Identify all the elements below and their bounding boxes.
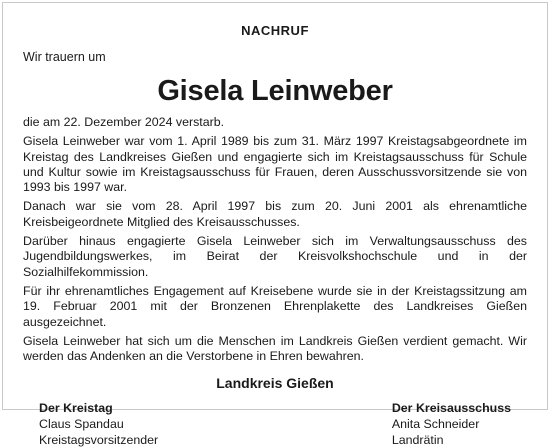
signature-role: Landrätin <box>391 433 444 448</box>
paragraph-closing: Gisela Leinweber hat sich um die Menschen im Landkreis Gießen verdient gemacht. Wir werden das Andenken an die Verstorbene in Ehren bewahren. <box>23 333 527 364</box>
paragraph-death-date: die am 22. Dezember 2024 verstarb. <box>23 115 225 129</box>
signature-body: Der Kreistag <box>39 401 113 416</box>
obituary-notice <box>2 2 548 448</box>
paragraph-award: Für ihr ehrenamtliches Engagement auf Kreisebene wurde sie in der Kreistagssitzung am 19. Februar 2001 mit der Bronzenen Ehrenplakette des Landkreises Gießen ausgezeichnet. <box>23 283 527 329</box>
signature-person: Claus Spandau <box>39 417 124 432</box>
signature-kreisausschuss <box>392 400 511 448</box>
paragraph-kreistag: Gisela Leinweber war vom 1. April 1989 bis zum 31. März 1997 Kreistagsabgeordnete im Kreistag des Landkreises Gießen und engagierte sich im Kreistagsausschuss für Schule und Kultur sowie im Kreistagsausschuss für Frauen, deren Ausschussvorsitzende sie von 1993 bis 1997 war. <box>23 134 527 195</box>
paragraph-engagement: Darüber hinaus engagierte Gisela Leinweber sich im Verwaltungsausschuss des Jugendbildungswerkes, im Beirat der Kreisvolkshochschule und in der Sozialhilfekommission. <box>23 234 527 279</box>
deceased-name: Gisela Leinweber <box>157 75 393 107</box>
organization-name: Landkreis Gießen <box>216 375 334 392</box>
paragraph-kreisausschuss: Danach war sie vom 28. April 1997 bis zum 20. Juni 2001 als ehrenamtliche Kreisbeigeordnete Mitglied des Kreisausschusses. <box>23 199 527 229</box>
notice-body <box>23 115 527 364</box>
signature-kreistag <box>39 400 158 448</box>
signature-role: Kreistagsvorsitzender <box>39 433 159 448</box>
signatures <box>23 400 527 448</box>
signature-body: Der Kreisausschuss <box>391 401 511 416</box>
signature-person: Anita Schneider <box>391 417 480 432</box>
intro-line: Wir trauern um <box>23 50 106 64</box>
notice-heading: NACHRUF <box>241 23 309 38</box>
